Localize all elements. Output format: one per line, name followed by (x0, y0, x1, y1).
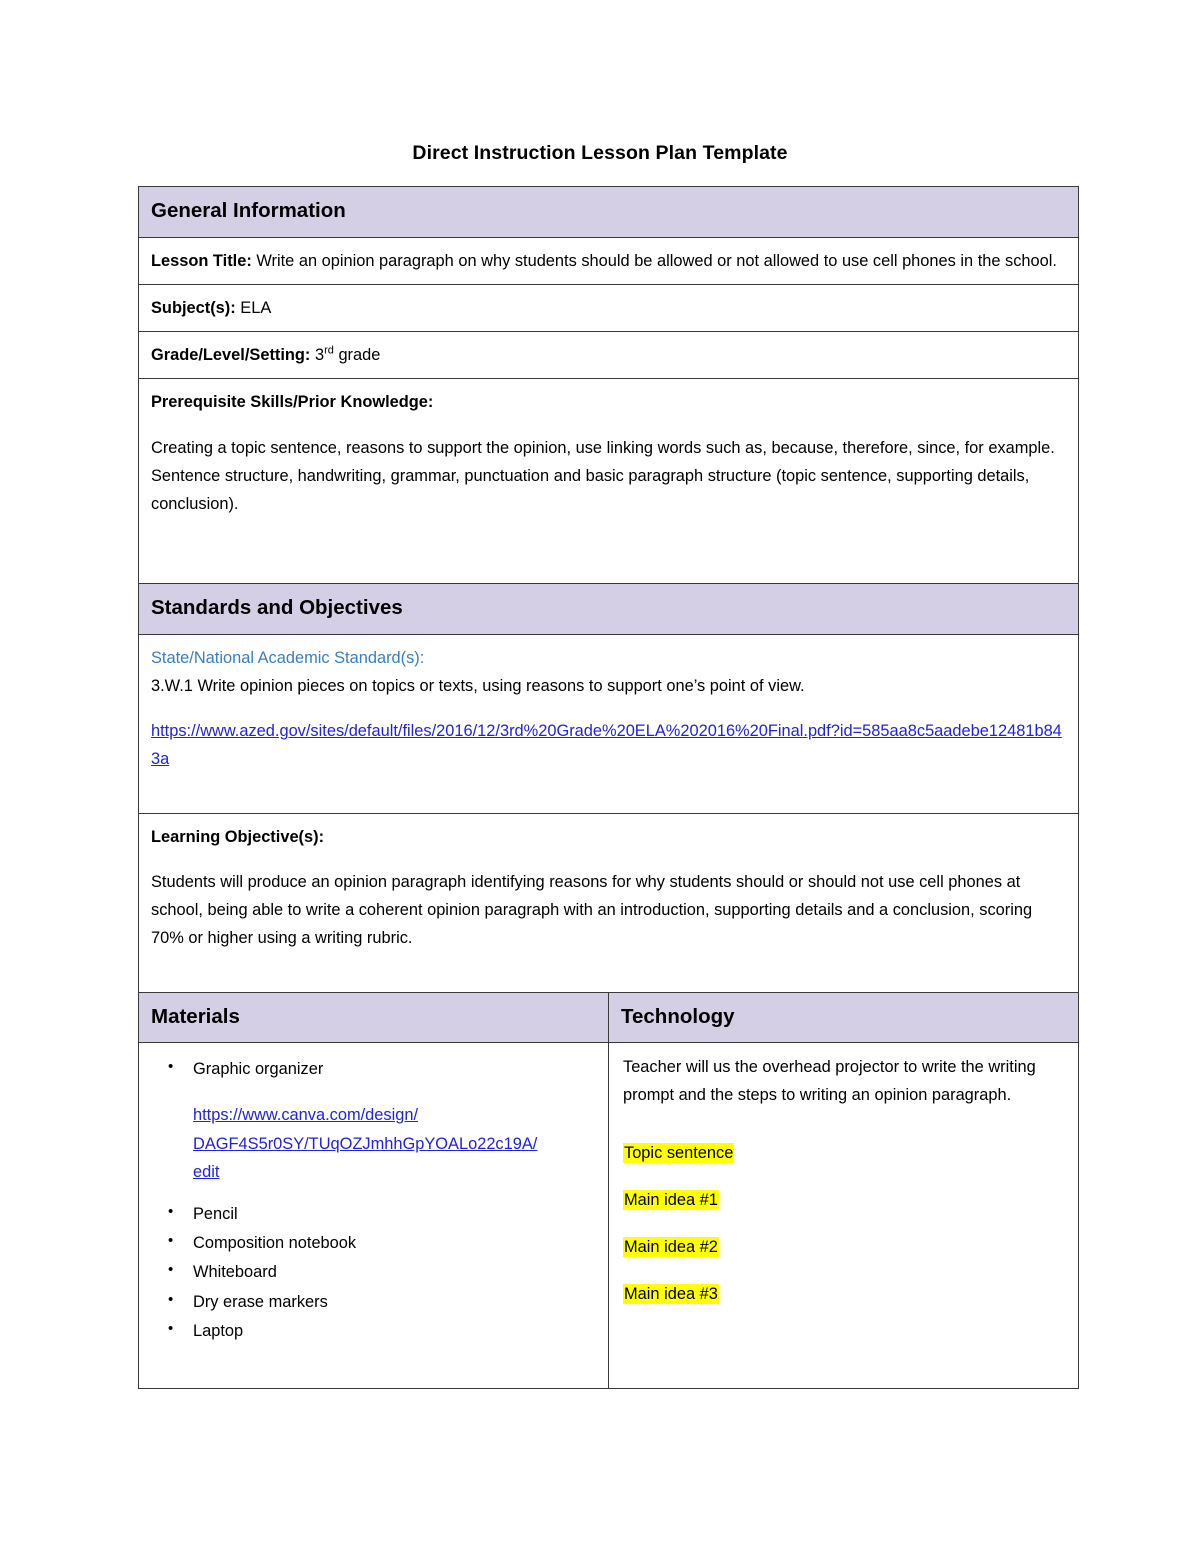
grade-level-setting-label: Grade/Level/Setting: (151, 346, 311, 365)
prerequisite-skills-value: Creating a topic sentence, reasons to support the opinion, use linking words such as, because, therefore, since, for example. Sentence structure, handwriting, grammar, punctuation and basic paragraph structure (topic sentence, supporting details, conclusion). (151, 438, 1055, 513)
list-item: • Whiteboard (193, 1258, 596, 1287)
list-item: • Graphic organizer (193, 1055, 596, 1084)
grade-value-rest: grade (338, 346, 381, 365)
table-row (139, 813, 1079, 992)
highlighted-topic-sentence: Topic sentence (624, 1143, 734, 1162)
state-national-standard-value: 3.W.1 Write opinion pieces on topics or texts, using reasons to support one’s point of view. (151, 677, 805, 695)
table-row (139, 634, 1079, 813)
state-national-standard-label: State/National Academic Standard(s): (151, 648, 425, 667)
cell-spacer (151, 953, 1066, 983)
table-row (139, 1043, 1079, 1389)
page-title: Direct Instruction Lesson Plan Template (412, 142, 788, 164)
table-row (139, 332, 1079, 379)
state-standard-link-paragraph (151, 717, 1066, 773)
grade-value-number: 3 (314, 346, 325, 365)
list-item: • Dry erase markers (193, 1288, 596, 1317)
learning-objective-cell (139, 813, 1079, 992)
grade-value-ordinal-suffix: rd (324, 344, 334, 357)
materials-first-list (139, 1055, 596, 1084)
subject-paragraph (151, 294, 1066, 322)
highlighted-main-idea-1: Main idea #1 (624, 1190, 718, 1209)
table-row (139, 584, 1079, 635)
subject-label: Subject(s): (151, 298, 236, 317)
list-item: • Composition notebook (193, 1229, 596, 1258)
cell-spacer (139, 1346, 596, 1376)
highlighted-main-idea-2: Main idea #2 (624, 1238, 718, 1257)
grade-level-setting-cell (139, 332, 1079, 379)
state-national-standard-cell (139, 634, 1079, 813)
list-item: • Laptop (193, 1317, 596, 1346)
technology-highlight-row (623, 1234, 1066, 1260)
table-row (139, 187, 1079, 238)
lesson-title-paragraph (151, 247, 1066, 275)
canva-link-line-3[interactable]: edit (193, 1162, 220, 1181)
cell-spacer (151, 518, 1066, 574)
section-heading-materials: Materials (139, 992, 609, 1043)
lesson-title-label: Lesson Title: (151, 251, 252, 270)
technology-highlight-row (623, 1281, 1066, 1307)
section-heading-technology: Technology (609, 992, 1079, 1043)
technology-description: Teacher will us the overhead projector to write the writing prompt and the steps to writing an opinion paragraph. (623, 1058, 1036, 1105)
learning-objective-label: Learning Objective(s): (151, 827, 325, 846)
canva-link-line-1[interactable]: https://www.canva.com/design/ (193, 1106, 419, 1125)
grade-level-setting-paragraph (151, 341, 1066, 369)
section-heading-standards-and-objectives: Standards and Objectives (139, 584, 1079, 635)
cell-spacer (139, 1186, 596, 1200)
section-heading-general-information: General Information (139, 187, 1079, 238)
technology-highlight-row (623, 1187, 1066, 1213)
table-row (139, 284, 1079, 331)
list-item: • Pencil (193, 1200, 596, 1229)
subject-value: ELA (240, 298, 272, 317)
state-standard-link[interactable]: https://www.azed.gov/sites/default/files/2016/12/3rd%20Grade%20ELA%202016%20Final.pdf?id=585aa8c5aadebe12481b843a (151, 722, 1062, 769)
prerequisite-skills-label: Prerequisite Skills/Prior Knowledge: (151, 393, 434, 412)
technology-cell (609, 1043, 1079, 1389)
learning-objective-value: Students will produce an opinion paragraph identifying reasons for why students should or should not use cell phones at school, being able to write a coherent opinion paragraph with an introduction, supporting details and a conclusion, scoring 70% or higher using a writing rubric. (151, 872, 1033, 948)
table-row (139, 237, 1079, 284)
technology-highlight-row (623, 1140, 1066, 1166)
prerequisite-skills-cell (139, 379, 1079, 584)
lesson-title-value: Write an opinion paragraph on why students should be allowed or not allowed to use cell phones in the school. (256, 251, 1057, 270)
lesson-plan-table (138, 186, 1079, 1389)
lesson-title-cell (139, 237, 1079, 284)
materials-list (139, 1200, 596, 1346)
table-row (139, 379, 1079, 584)
canva-link-line-2[interactable]: DAGF4S5r0SY/TUqOZJmhhGpYOALo22c19A/ (193, 1134, 538, 1153)
table-row (139, 992, 1079, 1043)
cell-spacer (151, 774, 1066, 804)
subject-cell (139, 284, 1079, 331)
highlighted-main-idea-3: Main idea #3 (624, 1285, 718, 1304)
materials-link-block (139, 1101, 596, 1186)
materials-cell (139, 1043, 609, 1389)
cell-spacer (623, 1110, 1066, 1140)
